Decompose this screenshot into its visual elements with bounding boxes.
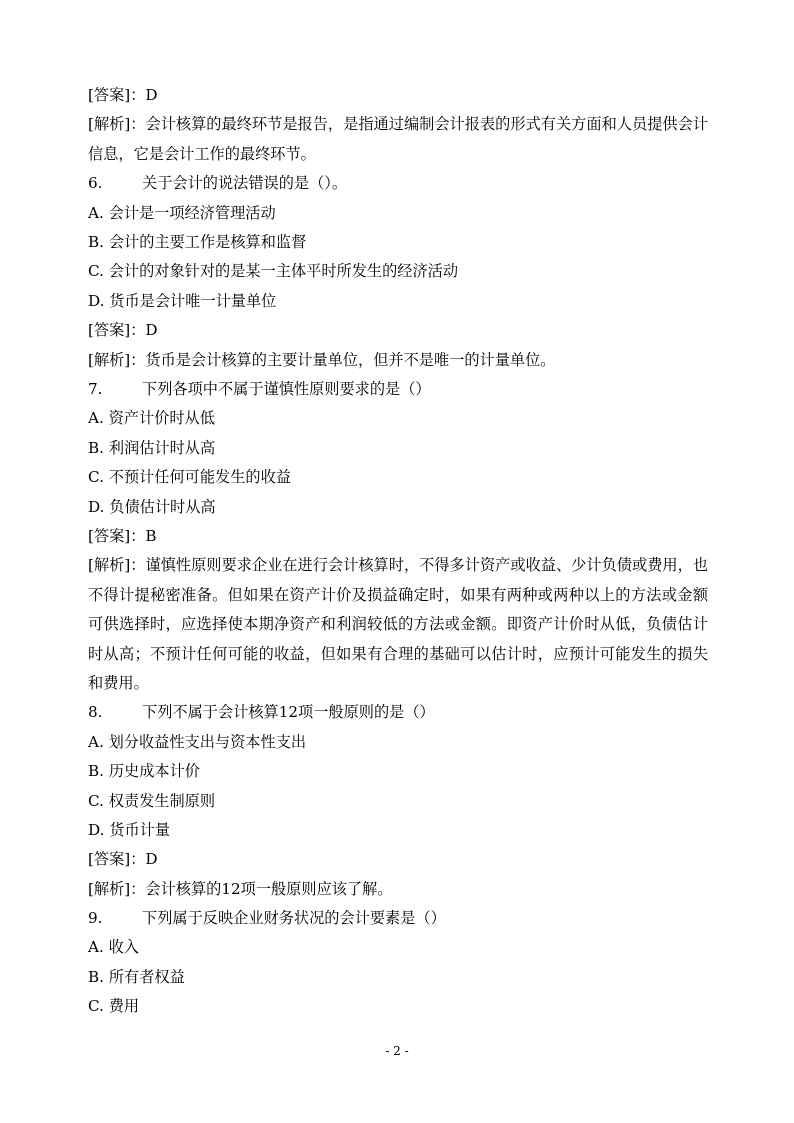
option-line: B. 会计的主要工作是核算和监督 bbox=[88, 232, 307, 251]
answer-line: [答案]：D bbox=[88, 321, 158, 340]
question-stem bbox=[88, 698, 708, 727]
question-number: 6. bbox=[88, 174, 103, 193]
analysis-paragraph: [解析]：会计核算的12项一般原则应该了解。 bbox=[88, 879, 393, 898]
question-text: 下列各项中不属于谨慎性原则要求的是（） bbox=[142, 379, 431, 398]
question-number: 7. bbox=[88, 379, 103, 398]
analysis-paragraph: [解析]：谨慎性原则要求企业在进行会计核算时，不得多计资产或收益、少计负债或费用，也不得计提秘密准备。但如果在资产计价及损益确定时，如果有两种或两种以上的方法或金额可供选择时，应选择使本期净资产和利润较低的方法或金额。即资产计价时从低，负债估计时从高；不预计任何可能的收益，但如果有合理的基础可以估计时，应预计可能发生的损失和费用。 bbox=[88, 556, 708, 692]
page-number: - 2 - bbox=[385, 1044, 409, 1058]
option-line: D. 货币计量 bbox=[88, 820, 171, 839]
question-text: 下列不属于会计核算12项一般原则的是（） bbox=[142, 703, 435, 722]
answer-line: [答案]：B bbox=[88, 526, 157, 545]
question-stem bbox=[88, 169, 708, 198]
question-number: 9. bbox=[88, 909, 103, 928]
option-line: B. 历史成本计价 bbox=[88, 762, 200, 781]
answer-line: [答案]：D bbox=[88, 850, 158, 869]
document-page bbox=[88, 81, 708, 1022]
option-line: B. 利润估计时从高 bbox=[88, 438, 216, 457]
option-line: C. 不预计任何可能发生的收益 bbox=[88, 468, 291, 487]
option-line: A. 资产计价时从低 bbox=[88, 409, 215, 428]
option-line: A. 会计是一项经济管理活动 bbox=[88, 203, 276, 222]
analysis-paragraph: [解析]：货币是会计核算的主要计量单位，但并不是唯一的计量单位。 bbox=[88, 350, 556, 369]
option-line: C. 权责发生制原则 bbox=[88, 791, 216, 810]
question-number: 8. bbox=[88, 703, 103, 722]
option-line: D. 货币是会计唯一计量单位 bbox=[88, 291, 277, 310]
answer-line: [答案]：D bbox=[88, 86, 158, 104]
question-text: 关于会计的说法错误的是（）。 bbox=[142, 174, 348, 193]
option-line: C. 费用 bbox=[88, 997, 140, 1016]
question-stem bbox=[88, 904, 708, 933]
question-text: 下列属于反映企业财务状况的会计要素是（） bbox=[142, 909, 446, 928]
analysis-paragraph: [解析]：会计核算的最终环节是报告，是指通过编制会计报表的形式有关方面和人员提供会计信息，它是会计工作的最终环节。 bbox=[88, 115, 708, 163]
option-line: C. 会计的对象针对的是某一主体平时所发生的经济活动 bbox=[88, 262, 459, 281]
option-line: B. 所有者权益 bbox=[88, 967, 185, 986]
option-line: A. 收入 bbox=[88, 938, 139, 957]
option-line: D. 负债估计时从高 bbox=[88, 497, 216, 516]
option-line: A. 划分收益性支出与资本性支出 bbox=[88, 732, 307, 751]
question-stem bbox=[88, 375, 708, 404]
